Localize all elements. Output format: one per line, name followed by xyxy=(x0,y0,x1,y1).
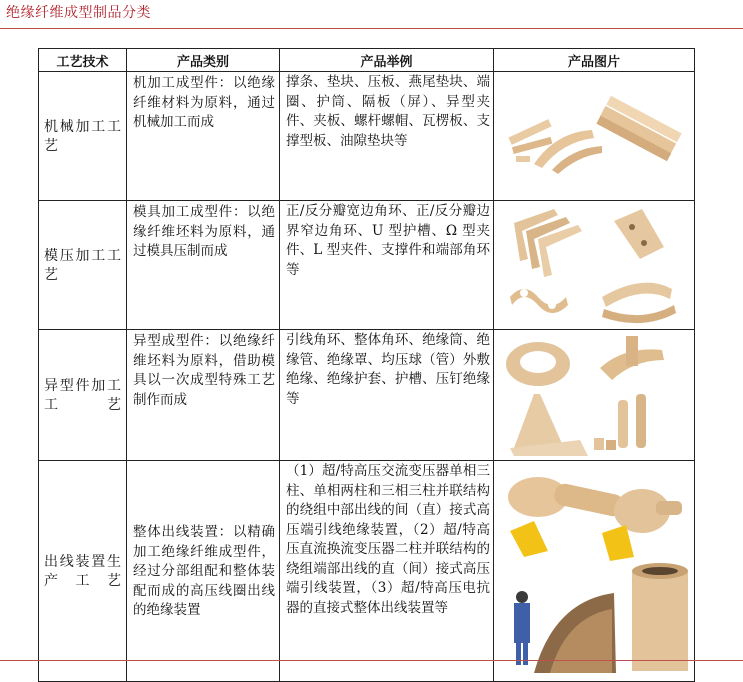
column-header-examples: 产品举例 xyxy=(280,49,494,72)
table-row xyxy=(39,461,695,682)
examples-cell: 引线角环、整体角环、绝缘筒、绝缘管、绝缘罩、均压球（管）外敷绝缘、绝缘护套、护槽、压钉绝缘等 xyxy=(280,330,494,461)
tech-cell: 出线装置生产工艺 xyxy=(39,461,127,682)
lead-out-device-photo xyxy=(494,461,695,679)
tech-cell: 异型件加工工艺 xyxy=(39,330,127,461)
page-title: 绝缘纤维成型制品分类 xyxy=(6,5,151,21)
examples-cell: （1）超/特高压交流变压器单相三柱、单相两柱和三相三柱并联结构的绕组中部出线的间（直）接式高压端引线绝缘装置，（2）超/特高压直流换流变压器二柱并联结构的绕组端部出线的直（间）接式高压端引线装置，（3）超/特高压电抗器的直接式整体出线装置等 xyxy=(280,461,494,682)
tech-cell: 模压加工工艺 xyxy=(39,201,127,330)
category-cell: 模具加工成型件：以绝缘纤维坯料为原料，通过模具压制而成 xyxy=(127,201,280,330)
table-row xyxy=(39,330,695,461)
tech-cell: 机械加工工艺 xyxy=(39,72,127,201)
category-cell: 机加工成型件：以绝缘纤维材料为原料，通过机械加工而成 xyxy=(127,72,280,201)
category-cell: 异型成型件：以绝缘纤维坯料为原料，借助模具以一次成型特殊工艺制作而成 xyxy=(127,330,280,461)
lead-out-assembly-image xyxy=(508,477,688,673)
column-header-image: 产品图片 xyxy=(494,49,695,72)
image-cell xyxy=(494,461,695,682)
examples-cell: 正/反分瓣宽边角环、正/反分瓣边界窄边角环、U 型护槽、Ω 型夹件、L 型夹件、支撑件和端部角环等 xyxy=(280,201,494,330)
insulation-blocks-image xyxy=(508,96,681,174)
molded-angle-rings-image xyxy=(510,209,676,323)
column-header-category: 产品类别 xyxy=(127,49,280,72)
image-cell xyxy=(494,330,695,461)
image-cell xyxy=(494,72,695,201)
special-shaped-parts-photo xyxy=(494,330,695,458)
table-row xyxy=(39,72,695,201)
special-shaped-parts-image xyxy=(506,336,664,456)
image-cell xyxy=(494,201,695,330)
bottom-divider xyxy=(0,660,743,661)
column-header-tech: 工艺技术 xyxy=(39,49,127,72)
table-row xyxy=(39,201,695,330)
category-cell: 整体出线装置：以精确加工绝缘纤维成型件，经过分部组配和整体装配而成的高压线圈出线的绝缘装置 xyxy=(127,461,280,682)
examples-cell: 撑条、垫块、压板、燕尾垫块、端圈、护筒、隔板（屏）、异型夹件、夹板、螺杆螺帽、瓦楞板、支撑型板、油隙垫块等 xyxy=(280,72,494,201)
machined-parts-photo xyxy=(494,72,695,198)
title-divider xyxy=(0,28,743,29)
molded-parts-photo xyxy=(494,201,695,327)
classification-table xyxy=(38,48,695,682)
table-header-row xyxy=(39,49,695,72)
